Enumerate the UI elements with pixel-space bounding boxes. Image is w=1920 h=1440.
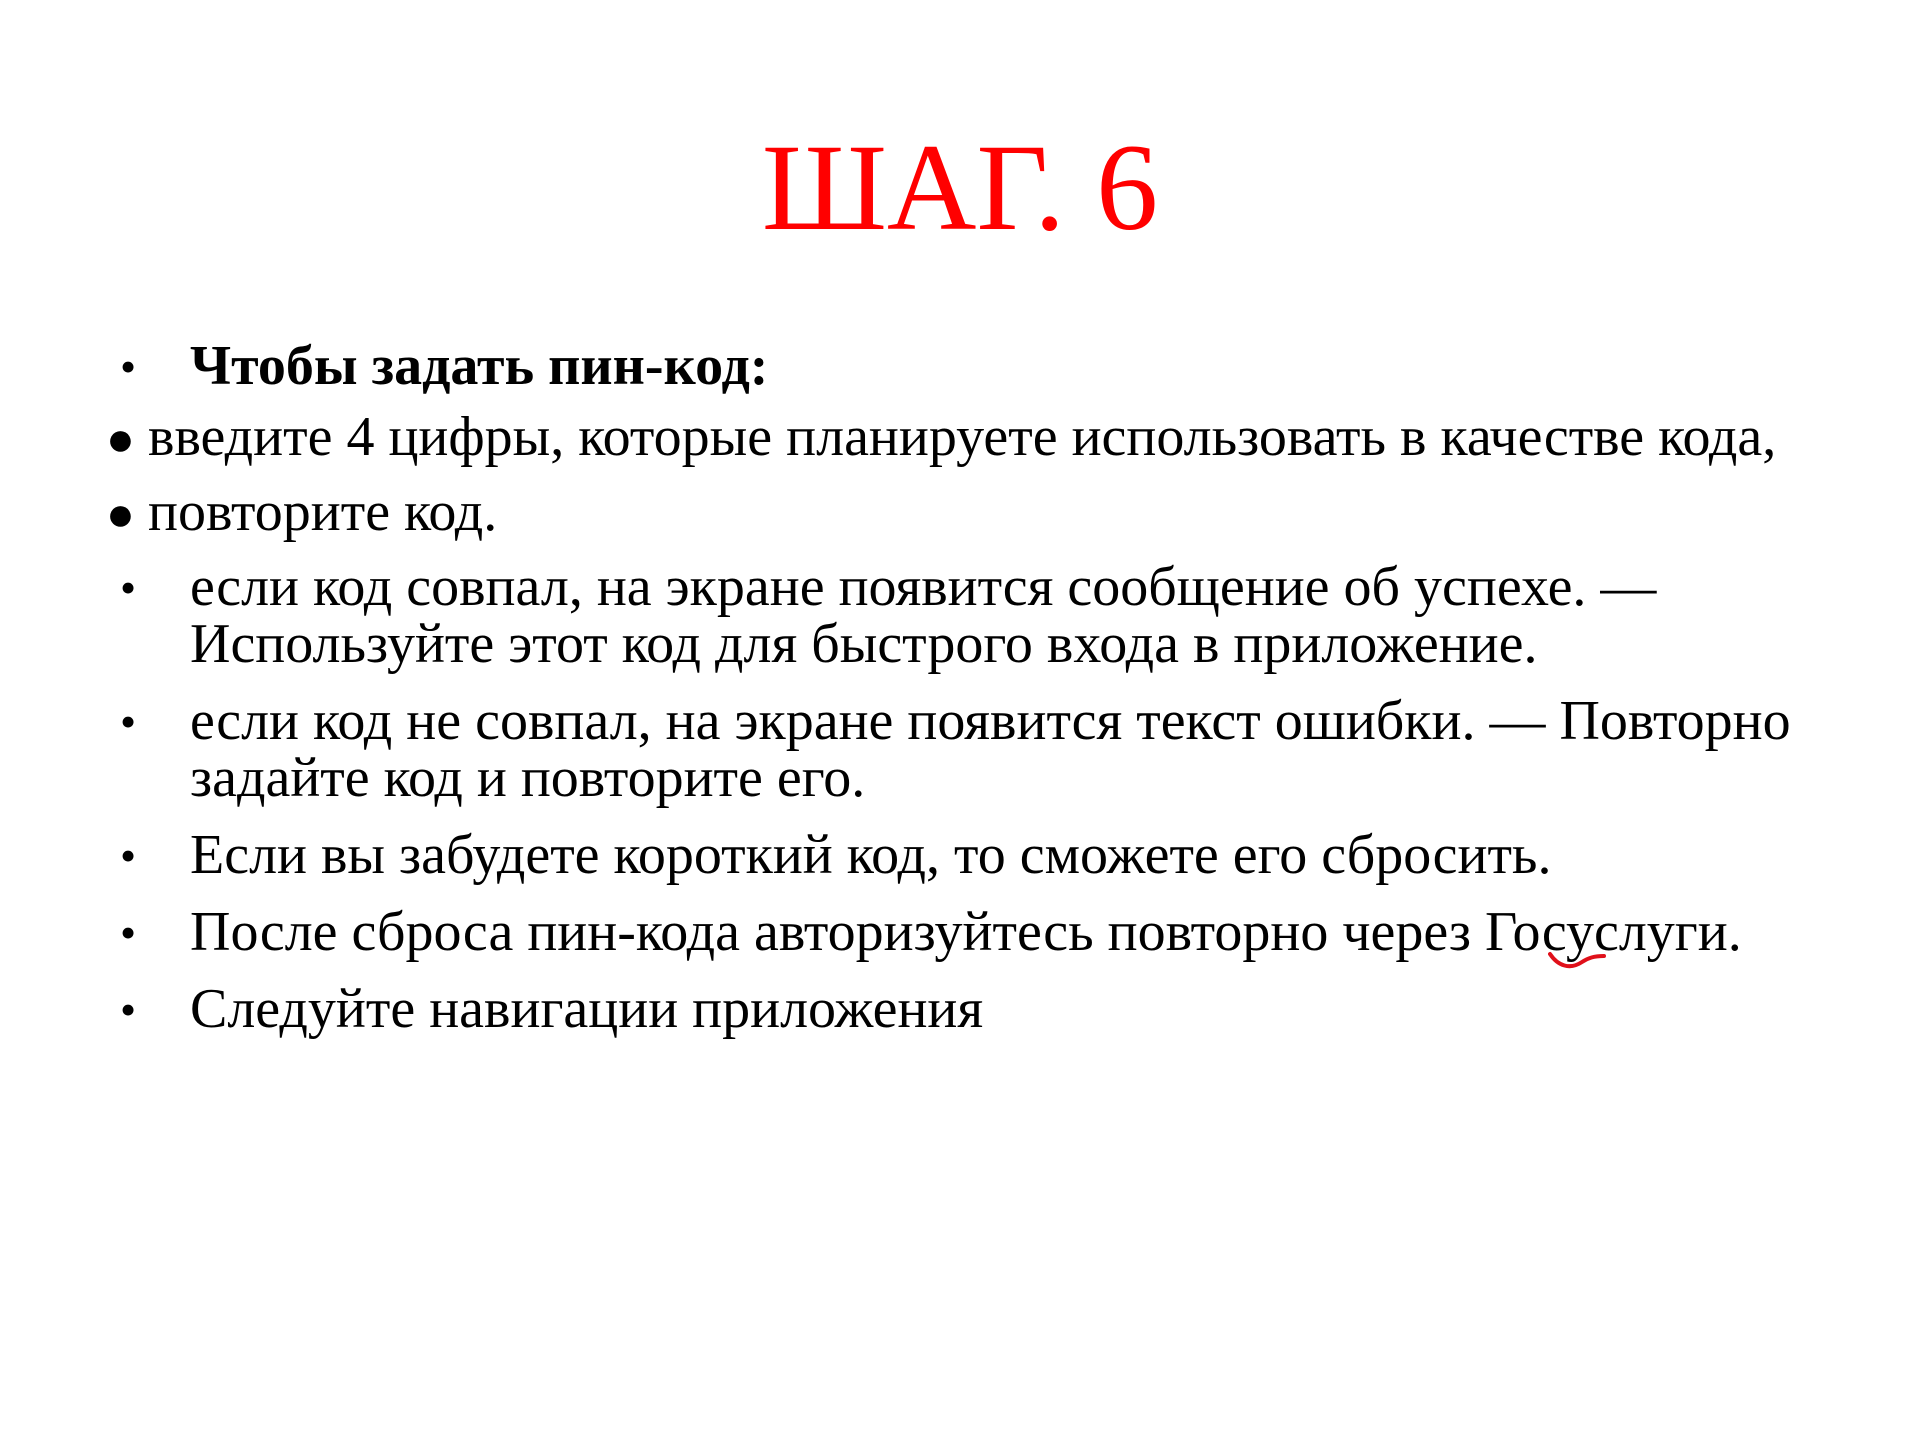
bullet-item — [106, 406, 1806, 468]
bullet-item — [106, 978, 1806, 1040]
bullet-marker: ● — [106, 488, 135, 541]
bullet-item — [106, 824, 1806, 886]
bullet-text: После сброса пин-кода авторизуйтесь повторно через Госуслуги. — [190, 901, 1742, 963]
bullet-text: Чтобы задать пин-код: — [190, 335, 769, 397]
bullet-text: если код совпал, на экране появится сообщение об успехе. — Используйте этот код для быстрого входа в приложение. — [190, 556, 1657, 675]
bullet-item — [106, 690, 1806, 809]
pen-stroke — [1550, 954, 1604, 966]
bullet-marker: • — [120, 562, 137, 613]
bullet-text: введите 4 цифры, которые планируете использовать в качестве кода, — [148, 406, 1777, 468]
bullet-marker: • — [120, 341, 137, 392]
pen-annotation-icon — [1548, 948, 1606, 974]
bullet-text: Следуйте навигации приложения — [190, 978, 984, 1040]
slide-title: ШАГ. 6 — [761, 119, 1159, 256]
bullet-item — [106, 481, 1806, 543]
bullet-marker: • — [120, 984, 137, 1035]
bullet-marker: • — [120, 907, 137, 958]
bullet-marker: ● — [106, 413, 135, 466]
bullet-text: если код не совпал, на экране появится текст ошибки. — Повторно задайте код и повторите его. — [190, 690, 1791, 809]
bullet-item — [106, 556, 1806, 675]
bullet-marker: • — [120, 830, 137, 881]
bullet-list — [106, 335, 1806, 1040]
bullet-marker: • — [120, 696, 137, 747]
bullet-item — [106, 335, 1806, 397]
bullet-text: повторите код. — [148, 481, 498, 543]
bullet-text: Если вы забудете короткий код, то сможете его сбросить. — [190, 824, 1552, 886]
